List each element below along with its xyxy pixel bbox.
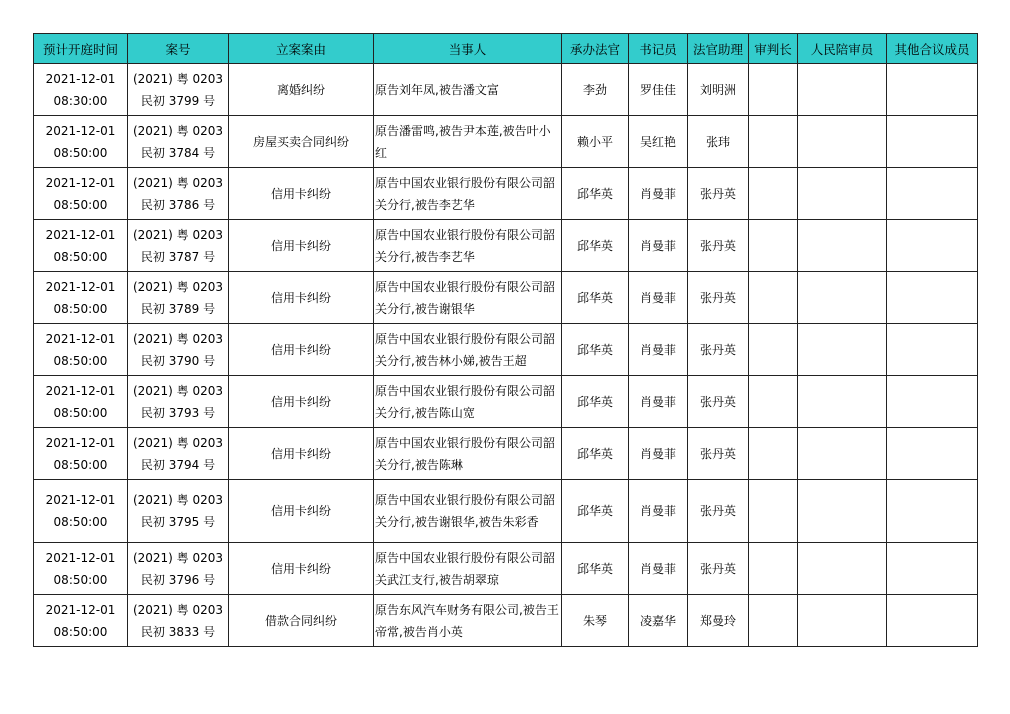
assistant-cell: 张丹英 xyxy=(688,168,749,220)
case-cause-cell: 信用卡纠纷 xyxy=(229,168,374,220)
hearing-date: 2021-12-01 xyxy=(45,71,116,86)
case-number-line1: (2021) 粤 0203 xyxy=(132,493,224,507)
clerk-cell: 罗佳佳 xyxy=(629,64,688,116)
case-number-line1: (2021) 粤 0203 xyxy=(132,602,224,617)
case-number-line1: (2021) 粤 0203 xyxy=(132,227,224,242)
other-members-cell xyxy=(887,595,978,647)
hearing-date: 2021-12-01 xyxy=(45,383,116,398)
parties-cell: 原告中国农业银行股份有限公司韶关分行,被告李艺华 xyxy=(374,168,562,220)
case-number-line1: (2021) 粤 0203 xyxy=(132,550,224,565)
case-number-cell xyxy=(128,64,229,116)
hearing-date: 2021-12-01 xyxy=(45,602,116,617)
judge-cell: 邱华英 xyxy=(562,220,629,272)
hearing-date: 2021-12-01 xyxy=(45,175,116,190)
clerk-cell: 凌嘉华 xyxy=(629,595,688,647)
case-number-line1: (2021) 粤 0203 xyxy=(132,175,224,190)
case-number-cell xyxy=(128,543,229,595)
header-case-number: 案号 xyxy=(128,34,229,64)
hearing-time-cell xyxy=(34,272,128,324)
hearing-date: 2021-12-01 xyxy=(45,227,116,242)
hearing-clock-time: 08:50:00 xyxy=(53,515,108,529)
table-row xyxy=(34,543,978,595)
parties-cell: 原告中国农业银行股份有限公司韶关分行,被告谢银华,被告朱彩香 xyxy=(374,480,562,543)
people-juror-cell xyxy=(798,480,887,543)
clerk-cell: 肖曼菲 xyxy=(629,272,688,324)
case-number-line1: (2021) 粤 0203 xyxy=(132,331,224,346)
case-number-line2: 民初 3795 号 xyxy=(140,515,216,529)
header-people-juror: 人民陪审员 xyxy=(798,34,887,64)
parties-cell: 原告中国农业银行股份有限公司韶关分行,被告李艺华 xyxy=(374,220,562,272)
hearing-date: 2021-12-01 xyxy=(45,435,116,450)
assistant-cell: 张丹英 xyxy=(688,543,749,595)
presiding-judge-cell xyxy=(749,272,798,324)
table-header xyxy=(34,34,978,64)
case-cause-cell: 信用卡纠纷 xyxy=(229,543,374,595)
hearing-date: 2021-12-01 xyxy=(45,331,116,346)
other-members-cell xyxy=(887,428,978,480)
assistant-cell: 张玮 xyxy=(688,116,749,168)
hearing-time-cell xyxy=(34,324,128,376)
hearing-time-cell xyxy=(34,220,128,272)
judge-cell: 朱琴 xyxy=(562,595,629,647)
table-body xyxy=(34,64,978,647)
judge-cell: 邱华英 xyxy=(562,272,629,324)
other-members-cell xyxy=(887,168,978,220)
case-cause-cell: 信用卡纠纷 xyxy=(229,220,374,272)
parties-cell: 原告中国农业银行股份有限公司韶关武江支行,被告胡翠琼 xyxy=(374,543,562,595)
people-juror-cell xyxy=(798,376,887,428)
parties-cell: 原告中国农业银行股份有限公司韶关分行,被告陈山宽 xyxy=(374,376,562,428)
case-number-line2: 民初 3786 号 xyxy=(140,197,216,212)
other-members-cell xyxy=(887,324,978,376)
presiding-judge-cell xyxy=(749,168,798,220)
table-row xyxy=(34,376,978,428)
judge-cell: 邱华英 xyxy=(562,376,629,428)
case-cause-cell: 离婚纠纷 xyxy=(229,64,374,116)
case-number-cell xyxy=(128,595,229,647)
hearing-time-cell xyxy=(34,428,128,480)
judge-cell: 邱华英 xyxy=(562,168,629,220)
parties-cell: 原告中国农业银行股份有限公司韶关分行,被告陈琳 xyxy=(374,428,562,480)
presiding-judge-cell xyxy=(749,376,798,428)
hearing-schedule-table xyxy=(33,33,978,647)
table-row xyxy=(34,480,978,543)
hearing-clock-time: 08:50:00 xyxy=(53,405,108,420)
people-juror-cell xyxy=(798,116,887,168)
hearing-date: 2021-12-01 xyxy=(45,550,116,565)
case-number-cell xyxy=(128,220,229,272)
case-cause-cell: 信用卡纠纷 xyxy=(229,324,374,376)
case-number-cell xyxy=(128,376,229,428)
parties-cell: 原告中国农业银行股份有限公司韶关分行,被告谢银华 xyxy=(374,272,562,324)
case-cause-cell: 信用卡纠纷 xyxy=(229,272,374,324)
table-row xyxy=(34,168,978,220)
case-number-cell xyxy=(128,168,229,220)
hearing-time-cell xyxy=(34,595,128,647)
case-cause-cell: 信用卡纠纷 xyxy=(229,480,374,543)
table-row xyxy=(34,428,978,480)
table-row xyxy=(34,324,978,376)
case-number-line2: 民初 3789 号 xyxy=(140,301,216,316)
hearing-clock-time: 08:50:00 xyxy=(53,353,108,368)
case-number-line2: 民初 3796 号 xyxy=(140,572,216,587)
case-number-cell xyxy=(128,480,229,543)
case-number-line1: (2021) 粤 0203 xyxy=(132,123,224,138)
case-number-line1: (2021) 粤 0203 xyxy=(132,279,224,294)
parties-cell: 原告潘雷鸣,被告尹本莲,被告叶小红 xyxy=(374,116,562,168)
case-number-line2: 民初 3790 号 xyxy=(140,353,216,368)
parties-cell: 原告东风汽车财务有限公司,被告王帝常,被告肖小英 xyxy=(374,595,562,647)
case-number-line2: 民初 3794 号 xyxy=(140,457,216,472)
case-number-line2: 民初 3787 号 xyxy=(140,249,216,264)
assistant-cell: 张丹英 xyxy=(688,272,749,324)
hearing-clock-time: 08:50:00 xyxy=(53,572,108,587)
other-members-cell xyxy=(887,272,978,324)
hearing-clock-time: 08:50:00 xyxy=(53,197,108,212)
people-juror-cell xyxy=(798,220,887,272)
case-number-cell xyxy=(128,272,229,324)
clerk-cell: 肖曼菲 xyxy=(629,376,688,428)
hearing-time-cell xyxy=(34,116,128,168)
hearing-time-cell xyxy=(34,168,128,220)
other-members-cell xyxy=(887,543,978,595)
table-row xyxy=(34,272,978,324)
header-presiding-judge: 审判长 xyxy=(749,34,798,64)
other-members-cell xyxy=(887,116,978,168)
header-parties: 当事人 xyxy=(374,34,562,64)
table-row xyxy=(34,116,978,168)
hearing-clock-time: 08:50:00 xyxy=(53,301,108,316)
people-juror-cell xyxy=(798,595,887,647)
assistant-cell: 刘明洲 xyxy=(688,64,749,116)
judge-cell: 李劲 xyxy=(562,64,629,116)
assistant-cell: 张丹英 xyxy=(688,480,749,543)
hearing-clock-time: 08:30:00 xyxy=(53,93,108,108)
clerk-cell: 肖曼菲 xyxy=(629,168,688,220)
case-number-line2: 民初 3784 号 xyxy=(140,145,216,160)
hearing-clock-time: 08:50:00 xyxy=(53,624,108,639)
presiding-judge-cell xyxy=(749,64,798,116)
people-juror-cell xyxy=(798,324,887,376)
hearing-time-cell xyxy=(34,376,128,428)
clerk-cell: 肖曼菲 xyxy=(629,480,688,543)
assistant-cell: 张丹英 xyxy=(688,428,749,480)
presiding-judge-cell xyxy=(749,116,798,168)
people-juror-cell xyxy=(798,168,887,220)
assistant-cell: 张丹英 xyxy=(688,220,749,272)
header-assistant: 法官助理 xyxy=(688,34,749,64)
judge-cell: 邱华英 xyxy=(562,480,629,543)
case-number-line2: 民初 3793 号 xyxy=(140,405,216,420)
table-row xyxy=(34,220,978,272)
people-juror-cell xyxy=(798,543,887,595)
other-members-cell xyxy=(887,64,978,116)
case-cause-cell: 房屋买卖合同纠纷 xyxy=(229,116,374,168)
other-members-cell xyxy=(887,376,978,428)
case-number-line2: 民初 3833 号 xyxy=(140,624,216,639)
case-cause-cell: 信用卡纠纷 xyxy=(229,376,374,428)
presiding-judge-cell xyxy=(749,220,798,272)
header-clerk: 书记员 xyxy=(629,34,688,64)
case-number-line1: (2021) 粤 0203 xyxy=(132,71,224,86)
presiding-judge-cell xyxy=(749,480,798,543)
judge-cell: 邱华英 xyxy=(562,543,629,595)
presiding-judge-cell xyxy=(749,543,798,595)
case-number-line1: (2021) 粤 0203 xyxy=(132,383,224,398)
judge-cell: 邱华英 xyxy=(562,428,629,480)
parties-cell: 原告刘年凤,被告潘文富 xyxy=(374,64,562,116)
people-juror-cell xyxy=(798,272,887,324)
case-number-cell xyxy=(128,428,229,480)
table-row xyxy=(34,595,978,647)
presiding-judge-cell xyxy=(749,324,798,376)
hearing-date: 2021-12-01 xyxy=(45,123,116,138)
case-number-line1: (2021) 粤 0203 xyxy=(132,435,224,450)
clerk-cell: 肖曼菲 xyxy=(629,324,688,376)
hearing-clock-time: 08:50:00 xyxy=(53,457,108,472)
case-cause-cell: 信用卡纠纷 xyxy=(229,428,374,480)
clerk-cell: 肖曼菲 xyxy=(629,220,688,272)
case-cause-cell: 借款合同纠纷 xyxy=(229,595,374,647)
people-juror-cell xyxy=(798,64,887,116)
clerk-cell: 吴红艳 xyxy=(629,116,688,168)
presiding-judge-cell xyxy=(749,428,798,480)
judge-cell: 赖小平 xyxy=(562,116,629,168)
case-number-cell xyxy=(128,116,229,168)
hearing-time-cell xyxy=(34,480,128,543)
clerk-cell: 肖曼菲 xyxy=(629,428,688,480)
case-number-cell xyxy=(128,324,229,376)
hearing-clock-time: 08:50:00 xyxy=(53,249,108,264)
people-juror-cell xyxy=(798,428,887,480)
assistant-cell: 郑曼玲 xyxy=(688,595,749,647)
hearing-clock-time: 08:50:00 xyxy=(53,145,108,160)
judge-cell: 邱华英 xyxy=(562,324,629,376)
assistant-cell: 张丹英 xyxy=(688,324,749,376)
header-other-members: 其他合议成员 xyxy=(887,34,978,64)
assistant-cell: 张丹英 xyxy=(688,376,749,428)
hearing-date: 2021-12-01 xyxy=(45,493,116,507)
presiding-judge-cell xyxy=(749,595,798,647)
header-judge: 承办法官 xyxy=(562,34,629,64)
hearing-time-cell xyxy=(34,543,128,595)
hearing-time-cell xyxy=(34,64,128,116)
other-members-cell xyxy=(887,480,978,543)
table-row xyxy=(34,64,978,116)
header-hearing-time: 预计开庭时间 xyxy=(34,34,128,64)
parties-cell: 原告中国农业银行股份有限公司韶关分行,被告林小娣,被告王超 xyxy=(374,324,562,376)
case-number-line2: 民初 3799 号 xyxy=(140,93,216,108)
header-case-cause: 立案案由 xyxy=(229,34,374,64)
other-members-cell xyxy=(887,220,978,272)
clerk-cell: 肖曼菲 xyxy=(629,543,688,595)
header-row xyxy=(34,34,978,64)
hearing-date: 2021-12-01 xyxy=(45,279,116,294)
